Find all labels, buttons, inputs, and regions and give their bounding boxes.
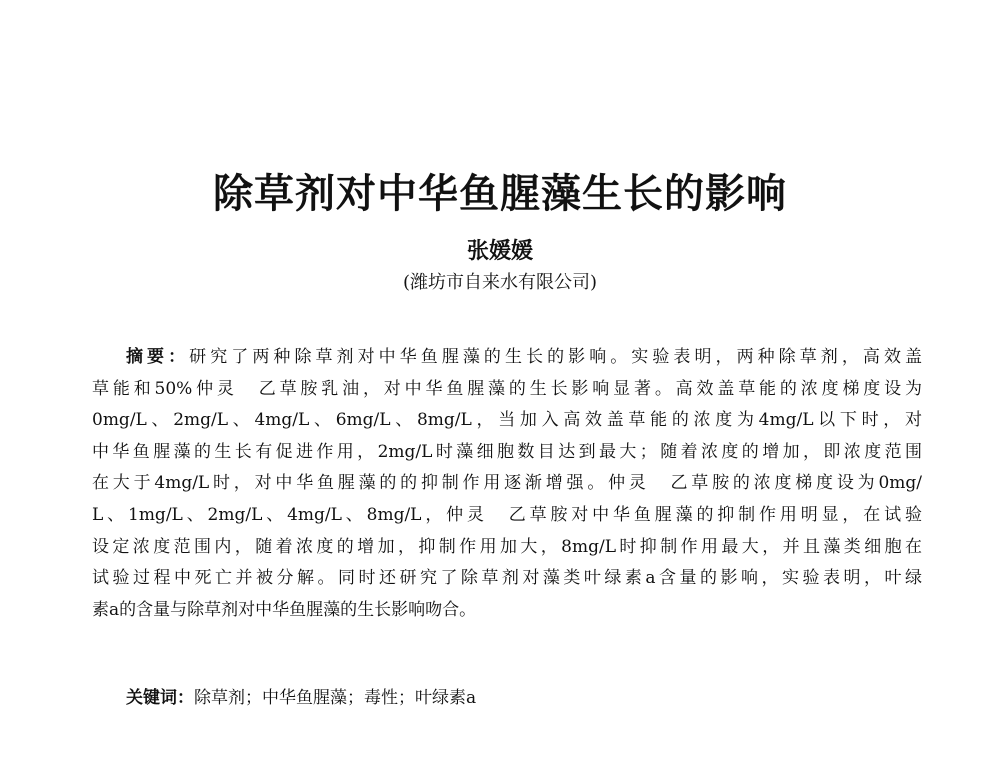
abstract-line: 0mg/L、2mg/L、4mg/L、6mg/L、8mg/L，当加入高效盖草能的浓度为4mg/L以下时，对 bbox=[92, 410, 922, 431]
author-affiliation: (潍坊市自来水有限公司) bbox=[402, 272, 598, 293]
keywords-text: 除草剂；中华鱼腥藻；毒性；叶绿素a bbox=[194, 688, 477, 708]
keywords bbox=[126, 683, 476, 714]
abstract-line: 素a的含量与除草剂对中华鱼腥藻的生长影响吻合。 bbox=[92, 599, 477, 620]
abstract-line: 中华鱼腥藻的生长有促进作用，2mg/L时藻细胞数目达到最大；随着浓度的增加，即浓度范围 bbox=[92, 441, 922, 462]
abstract-line: L、1mg/L、2mg/L、4mg/L、8mg/L，仲灵 乙草胺对中华鱼腥藻的抑制作用明显，在试验 bbox=[92, 504, 922, 525]
author-name: 张媛媛 bbox=[466, 238, 533, 264]
abstract-line: 设定浓度范围内，随着浓度的增加，抑制作用加大，8mg/L时抑制作用最大，并且藻类细胞在 bbox=[92, 536, 922, 557]
paper-title: 除草剂对中华鱼腥藻生长的影响 bbox=[213, 170, 787, 217]
abstract-line: 试验过程中死亡并被分解。同时还研究了除草剂对藻类叶绿素a含量的影响，实验表明，叶绿 bbox=[92, 568, 922, 589]
abstract-line: 在大于4mg/L时，对中华鱼腥藻的的抑制作用逐渐增强。仲灵 乙草胺的浓度梯度设为0mg/ bbox=[92, 473, 922, 494]
keywords-label: 关键词： bbox=[126, 688, 194, 708]
abstract bbox=[92, 342, 922, 626]
abstract-line: 草能和50%仲灵 乙草胺乳油，对中华鱼腥藻的生长影响显著。高效盖草能的浓度梯度设为 bbox=[92, 378, 922, 399]
abstract-line bbox=[92, 342, 922, 374]
abstract-text: 研究了两种除草剂对中华鱼腥藻的生长的影响。实验表明，两种除草剂，高效盖 bbox=[189, 347, 923, 367]
abstract-label: 摘要： bbox=[126, 347, 190, 367]
